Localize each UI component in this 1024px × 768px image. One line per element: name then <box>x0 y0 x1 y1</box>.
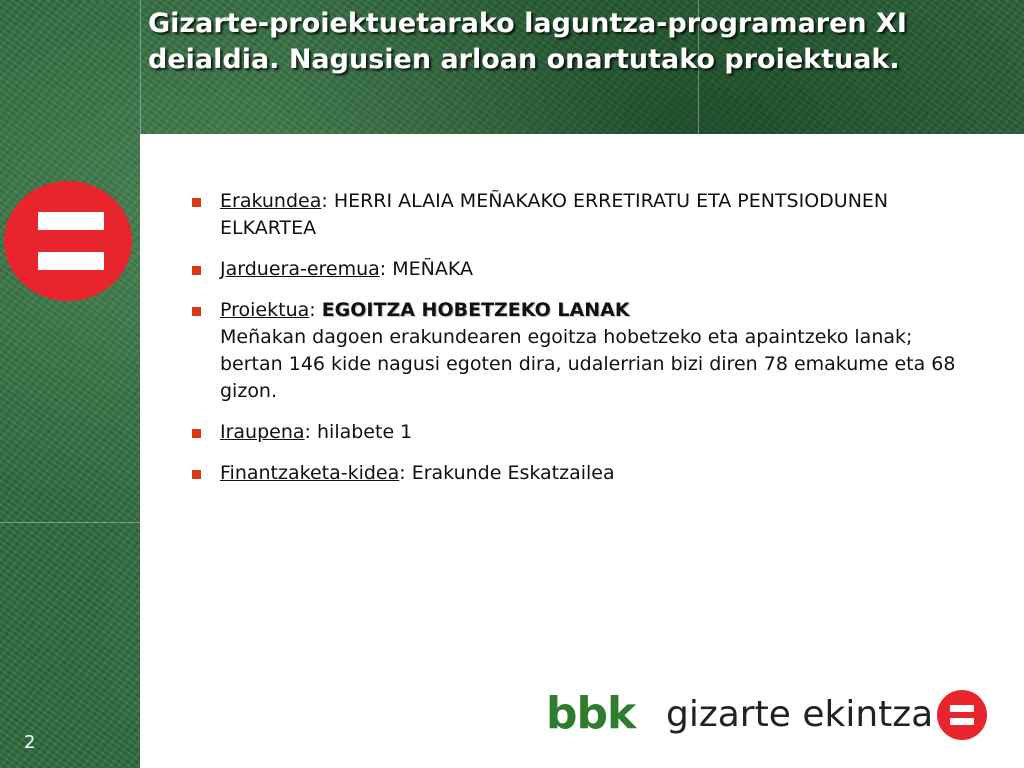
item-value: HERRI ALAIA MEÑAKAKO ERRETIRATU ETA PENTSIODUNEN ELKARTEA <box>220 190 889 239</box>
list-item: Proiektua: EGOITZA HOBETZEKO LANAK Meñakan dagoen erakundearen egoitza hobetzeko eta apaintzeko lanak; bertan 146 kide nagusi egoten dira, udalerrian bizi diren 78 emakume eta 68 gizon. <box>190 297 980 405</box>
square-bullet-icon <box>192 307 201 316</box>
square-bullet-icon <box>192 429 201 438</box>
item-label: Finantzaketa-kidea <box>220 462 400 484</box>
project-description: Meñakan dagoen erakundearen egoitza hobetzeko eta apaintzeko lanak; bertan 146 kide nagusi egoten dira, udalerrian bizi diren 78 emakume eta 68 gizon. <box>220 326 956 402</box>
bullet-list <box>190 188 980 501</box>
square-bullet-icon <box>192 266 201 275</box>
divider-horizontal <box>0 522 140 523</box>
slide-title: Gizarte-proiektuetarako laguntza-programaren XI deialdia. Nagusien arloan onartutako proiektuak. <box>148 8 907 75</box>
list-item: Jarduera-eremua: MEÑAKA <box>190 256 980 283</box>
item-label: Jarduera-eremua <box>220 258 380 280</box>
item-label: Erakundea <box>220 190 322 212</box>
item-label: Proiektua <box>220 299 310 321</box>
item-label: Iraupena <box>220 421 305 443</box>
list-item: Erakundea: HERRI ALAIA MEÑAKAKO ERRETIRATU ETA PENTSIODUNEN ELKARTEA <box>190 188 980 242</box>
page-number: 2 <box>24 732 36 753</box>
brand-logo: bbk <box>546 688 636 739</box>
equals-logo-icon <box>4 181 132 301</box>
list-item: Finantzaketa-kidea: Erakunde Eskatzailea <box>190 460 980 487</box>
list-item: Iraupena: hilabete 1 <box>190 419 980 446</box>
brand-tagline: gizarte ekintza <box>666 694 934 735</box>
equals-logo-icon <box>937 690 987 740</box>
project-name: EGOITZA HOBETZEKO LANAK <box>321 299 630 321</box>
item-value: hilabete 1 <box>317 421 413 443</box>
square-bullet-icon <box>192 470 201 479</box>
item-value: MEÑAKA <box>392 258 473 280</box>
item-value: Erakunde Eskatzailea <box>411 462 615 484</box>
square-bullet-icon <box>192 198 201 207</box>
